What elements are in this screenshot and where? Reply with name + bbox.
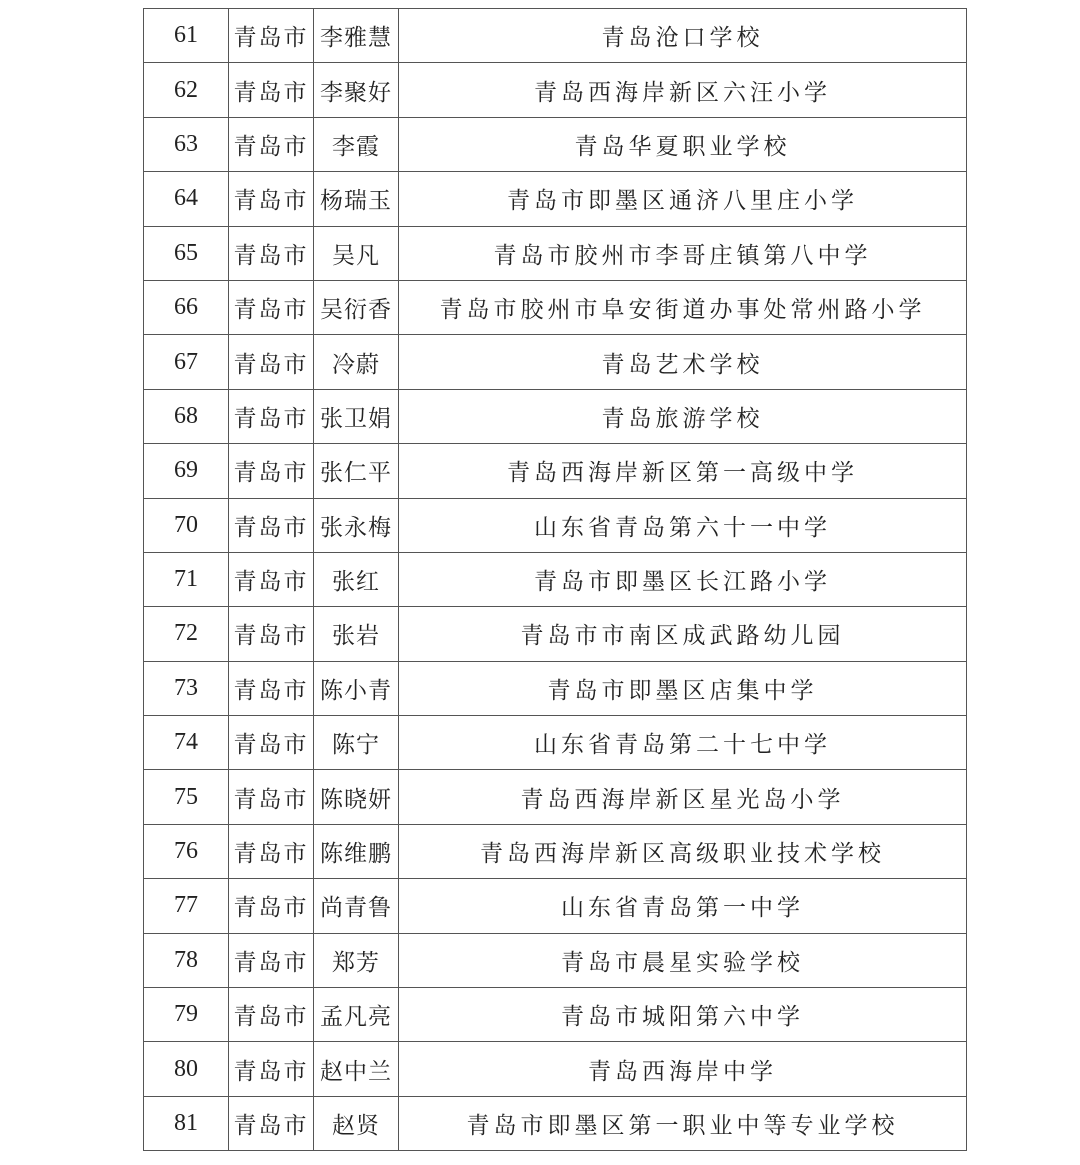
- name-cell: 孟凡亮: [314, 988, 399, 1042]
- name-cell: 陈小青: [314, 661, 399, 715]
- city-cell: 青岛市: [229, 824, 314, 878]
- name-cell: 冷蔚: [314, 335, 399, 389]
- city-cell: 青岛市: [229, 172, 314, 226]
- row-number: 66: [144, 280, 229, 334]
- school-cell: 青岛西海岸新区星光岛小学: [399, 770, 967, 824]
- name-cell: 张岩: [314, 607, 399, 661]
- school-cell: 青岛西海岸新区高级职业技术学校: [399, 824, 967, 878]
- row-number: 67: [144, 335, 229, 389]
- row-number: 79: [144, 988, 229, 1042]
- name-cell: 陈维鹏: [314, 824, 399, 878]
- name-cell: 李聚好: [314, 63, 399, 117]
- table-row: [144, 389, 967, 443]
- name-cell: 李霞: [314, 117, 399, 171]
- table-row: [144, 607, 967, 661]
- school-cell: 青岛沧口学校: [399, 9, 967, 63]
- row-number: 75: [144, 770, 229, 824]
- name-cell: 吴衍香: [314, 280, 399, 334]
- table-row: [144, 716, 967, 770]
- city-cell: 青岛市: [229, 1042, 314, 1096]
- name-cell: 李雅慧: [314, 9, 399, 63]
- name-cell: 尚青鲁: [314, 879, 399, 933]
- school-cell: 青岛市即墨区长江路小学: [399, 552, 967, 606]
- city-cell: 青岛市: [229, 933, 314, 987]
- city-cell: 青岛市: [229, 607, 314, 661]
- name-cell: 郑芳: [314, 933, 399, 987]
- row-number: 78: [144, 933, 229, 987]
- city-cell: 青岛市: [229, 226, 314, 280]
- table-row: [144, 661, 967, 715]
- table-row: [144, 824, 967, 878]
- row-number: 64: [144, 172, 229, 226]
- school-cell: 青岛市胶州市阜安街道办事处常州路小学: [399, 280, 967, 334]
- row-number: 65: [144, 226, 229, 280]
- city-cell: 青岛市: [229, 879, 314, 933]
- city-cell: 青岛市: [229, 661, 314, 715]
- row-number: 77: [144, 879, 229, 933]
- name-cell: 张永梅: [314, 498, 399, 552]
- city-cell: 青岛市: [229, 1096, 314, 1150]
- city-cell: 青岛市: [229, 498, 314, 552]
- table-row: [144, 552, 967, 606]
- name-cell: 陈晓妍: [314, 770, 399, 824]
- city-cell: 青岛市: [229, 552, 314, 606]
- school-cell: 青岛市即墨区店集中学: [399, 661, 967, 715]
- school-cell: 青岛市城阳第六中学: [399, 988, 967, 1042]
- roster-table-body: [144, 9, 967, 1151]
- table-row: [144, 172, 967, 226]
- table-row: [144, 335, 967, 389]
- row-number: 81: [144, 1096, 229, 1150]
- school-cell: 青岛艺术学校: [399, 335, 967, 389]
- city-cell: 青岛市: [229, 280, 314, 334]
- city-cell: 青岛市: [229, 716, 314, 770]
- name-cell: 陈宁: [314, 716, 399, 770]
- school-cell: 青岛市胶州市李哥庄镇第八中学: [399, 226, 967, 280]
- row-number: 62: [144, 63, 229, 117]
- city-cell: 青岛市: [229, 988, 314, 1042]
- table-row: [144, 988, 967, 1042]
- school-cell: 山东省青岛第一中学: [399, 879, 967, 933]
- table-row: [144, 280, 967, 334]
- row-number: 76: [144, 824, 229, 878]
- row-number: 69: [144, 444, 229, 498]
- school-cell: 青岛市市南区成武路幼儿园: [399, 607, 967, 661]
- table-row: [144, 63, 967, 117]
- school-cell: 青岛西海岸中学: [399, 1042, 967, 1096]
- name-cell: 杨瑞玉: [314, 172, 399, 226]
- school-cell: 青岛西海岸新区第一高级中学: [399, 444, 967, 498]
- table-row: [144, 1042, 967, 1096]
- table-row: [144, 444, 967, 498]
- city-cell: 青岛市: [229, 770, 314, 824]
- school-cell: 青岛市即墨区第一职业中等专业学校: [399, 1096, 967, 1150]
- name-cell: 张仁平: [314, 444, 399, 498]
- name-cell: 吴凡: [314, 226, 399, 280]
- school-cell: 青岛华夏职业学校: [399, 117, 967, 171]
- table-row: [144, 879, 967, 933]
- school-cell: 青岛市晨星实验学校: [399, 933, 967, 987]
- table-row: [144, 770, 967, 824]
- table-row: [144, 1096, 967, 1150]
- row-number: 70: [144, 498, 229, 552]
- city-cell: 青岛市: [229, 9, 314, 63]
- city-cell: 青岛市: [229, 335, 314, 389]
- table-row: [144, 226, 967, 280]
- row-number: 80: [144, 1042, 229, 1096]
- school-cell: 青岛西海岸新区六汪小学: [399, 63, 967, 117]
- city-cell: 青岛市: [229, 389, 314, 443]
- row-number: 71: [144, 552, 229, 606]
- school-cell: 山东省青岛第六十一中学: [399, 498, 967, 552]
- row-number: 72: [144, 607, 229, 661]
- city-cell: 青岛市: [229, 117, 314, 171]
- table-row: [144, 117, 967, 171]
- name-cell: 张红: [314, 552, 399, 606]
- name-cell: 赵贤: [314, 1096, 399, 1150]
- row-number: 68: [144, 389, 229, 443]
- name-cell: 张卫娟: [314, 389, 399, 443]
- roster-table: [143, 8, 967, 1151]
- row-number: 63: [144, 117, 229, 171]
- school-cell: 青岛旅游学校: [399, 389, 967, 443]
- table-row: [144, 9, 967, 63]
- row-number: 61: [144, 9, 229, 63]
- school-cell: 青岛市即墨区通济八里庄小学: [399, 172, 967, 226]
- name-cell: 赵中兰: [314, 1042, 399, 1096]
- row-number: 74: [144, 716, 229, 770]
- city-cell: 青岛市: [229, 63, 314, 117]
- row-number: 73: [144, 661, 229, 715]
- school-cell: 山东省青岛第二十七中学: [399, 716, 967, 770]
- table-row: [144, 933, 967, 987]
- table-row: [144, 498, 967, 552]
- city-cell: 青岛市: [229, 444, 314, 498]
